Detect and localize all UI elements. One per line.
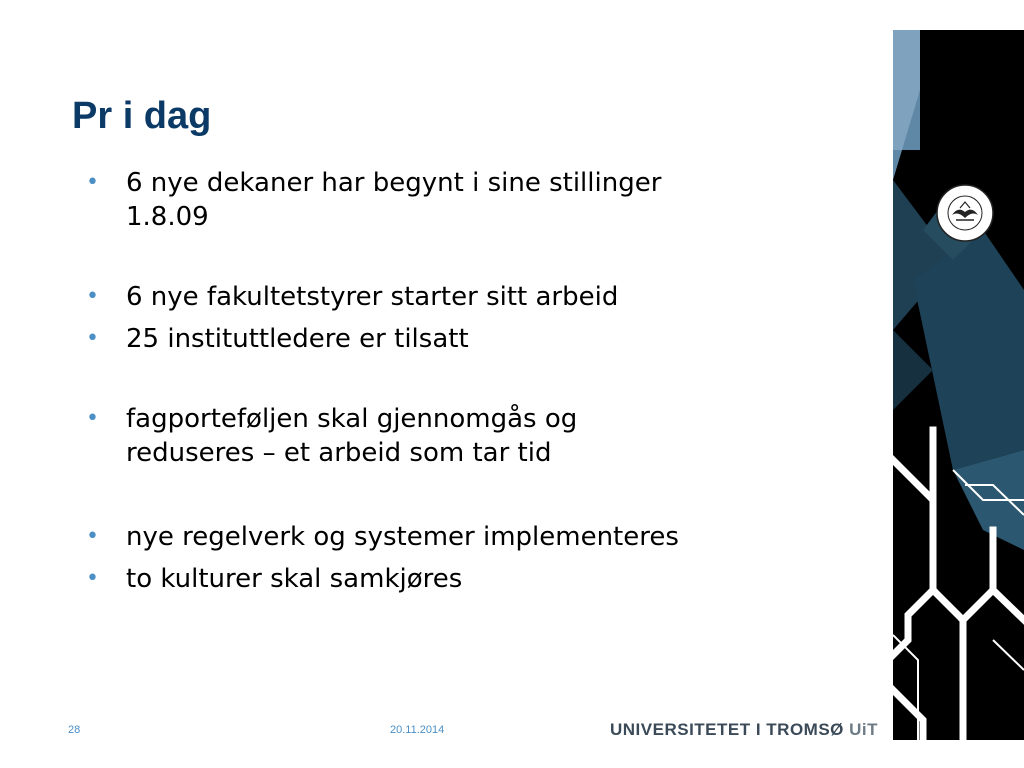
slide-title: Pr i dag: [72, 95, 212, 137]
university-seal: [936, 184, 994, 242]
bullet-icon: •: [86, 326, 99, 351]
bullet-text: nye regelverk og systemer implementeres: [126, 522, 679, 552]
university-logo: [610, 720, 878, 740]
bullet-icon: •: [86, 524, 99, 549]
bullet-text: to kulturer skal samkjøres: [126, 564, 463, 594]
decorative-side-band: [893, 30, 1024, 740]
logo-abbr: UiT: [849, 720, 879, 739]
bullet-text: 6 nye dekaner har begynt i sine stillinger 1.8.09: [126, 168, 662, 232]
slide-date: 20.11.2014: [390, 724, 445, 736]
bullet-icon: •: [86, 170, 99, 195]
bullet-text: fagporteføljen skal gjennomgås og reduseres – et arbeid som tar tid: [126, 404, 578, 468]
logo-text: UNIVERSITETET I TROMSØ: [610, 720, 844, 739]
bullet-icon: •: [86, 284, 99, 309]
bullet-text: 6 nye fakultetstyrer starter sitt arbeid: [126, 282, 619, 312]
bullet-icon: •: [86, 406, 99, 431]
slide-number: 28: [68, 724, 81, 736]
bullet-icon: •: [86, 566, 99, 591]
bullet-text: 25 instituttledere er tilsatt: [126, 324, 469, 354]
